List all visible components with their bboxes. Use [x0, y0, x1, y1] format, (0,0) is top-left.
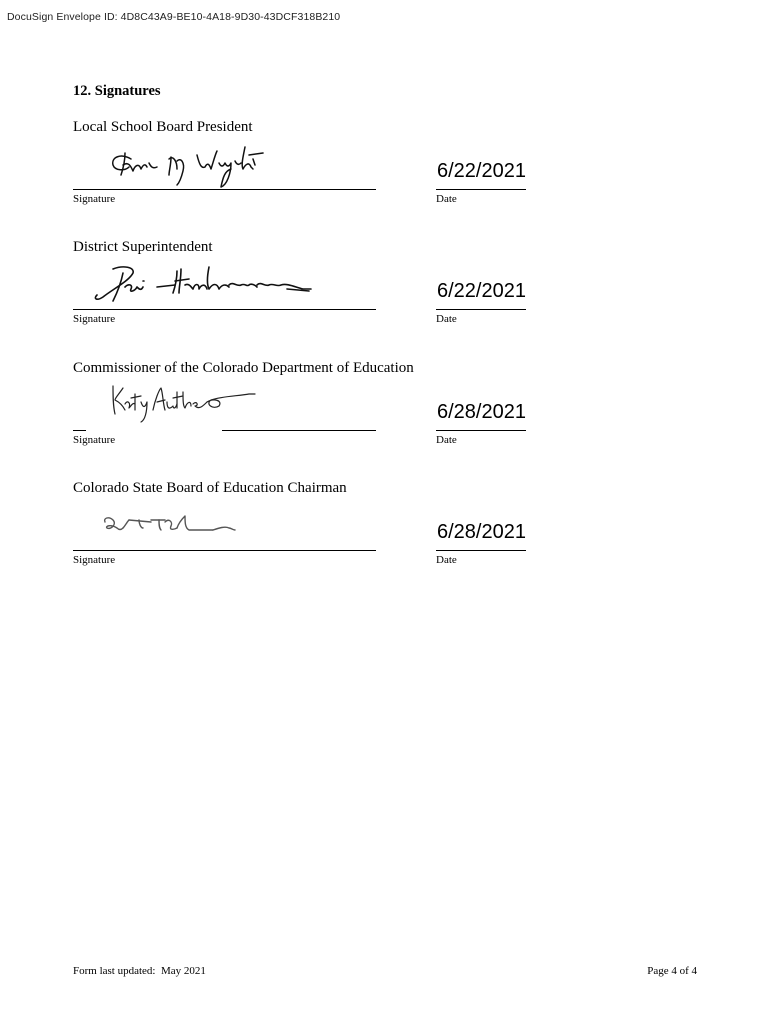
signature-date: 6/28/2021 — [437, 401, 526, 423]
signature-image — [73, 139, 376, 189]
signature-block-chairman — [0, 480, 770, 590]
signature-line — [73, 550, 376, 551]
form-last-updated: Form last updated: May 2021 — [73, 965, 206, 977]
date-caption: Date — [436, 554, 457, 566]
signature-date: 6/22/2021 — [437, 280, 526, 302]
date-line — [436, 430, 526, 431]
signature-drawing — [73, 259, 376, 309]
signature-line-left — [73, 430, 86, 431]
date-caption: Date — [436, 193, 457, 205]
signature-image — [73, 259, 376, 309]
page-number: Page 4 of 4 — [647, 965, 697, 977]
signature-date: 6/28/2021 — [437, 521, 526, 543]
signature-caption: Signature — [73, 434, 116, 446]
signature-line — [73, 309, 376, 310]
signature-image — [73, 500, 376, 550]
date-line — [436, 550, 526, 551]
signer-role: Local School Board President — [73, 119, 253, 135]
signature-block-commissioner — [0, 360, 770, 470]
signature-caption: Signature — [73, 313, 116, 325]
date-line — [436, 189, 526, 190]
signature-caption: Signature — [73, 193, 116, 205]
signature-caption: Signature — [73, 554, 116, 566]
docusign-envelope-id: DocuSign Envelope ID: 4D8C43A9-BE10-4A18-9D30-43DCF318B210 — [7, 11, 341, 23]
date-caption: Date — [436, 313, 457, 325]
signature-date: 6/22/2021 — [437, 160, 526, 182]
signature-line-right — [222, 430, 376, 431]
date-line — [436, 309, 526, 310]
signature-line — [73, 189, 376, 190]
section-heading: 12. Signatures — [73, 83, 161, 99]
signer-role: Colorado State Board of Education Chairman — [73, 480, 347, 496]
signature-drawing — [73, 500, 376, 550]
signature-drawing — [73, 380, 376, 430]
signature-block-superintendent — [0, 239, 770, 349]
signer-role: District Superintendent — [73, 239, 213, 255]
signature-image — [73, 380, 376, 430]
signature-block-board-president — [0, 119, 770, 229]
date-caption: Date — [436, 434, 457, 446]
signer-role: Commissioner of the Colorado Department of Education — [73, 360, 414, 376]
signature-drawing — [73, 139, 376, 189]
